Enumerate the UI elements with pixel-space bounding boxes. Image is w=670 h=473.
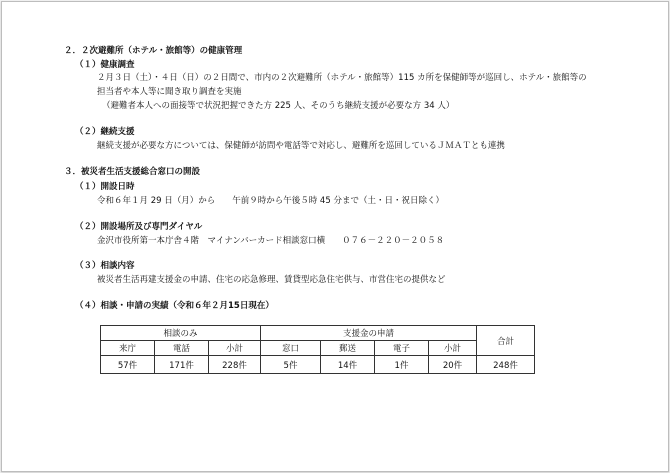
total-header: 合計 xyxy=(477,326,535,356)
table-cell: 228件 xyxy=(209,356,261,374)
table-cell: 20件 xyxy=(429,356,477,374)
col-header: 来庁 xyxy=(101,341,155,356)
table-cell: 1件 xyxy=(375,356,429,374)
section-3-3-heading: （３）相談内容 xyxy=(75,261,135,271)
table-group-header-row xyxy=(101,326,535,341)
table-row xyxy=(101,356,535,374)
section-2-1-line2: 担当者や本人等に聞き取り調査を実施 xyxy=(97,87,242,97)
section-2-1-heading: （１）健康調査 xyxy=(75,60,135,70)
section-3-3-line1: 被災者生活再建支援金の申請、住宅の応急修理、賃貸型応急住宅供与、市営住宅の提供など xyxy=(97,275,446,285)
table-cell: 171件 xyxy=(155,356,209,374)
col-header: 電話 xyxy=(155,341,209,356)
section-3-1-heading: （１）開設日時 xyxy=(75,182,135,192)
total-cell: 248件 xyxy=(477,356,535,374)
section-3-heading: ３．被災者生活支援総合窓口の開設 xyxy=(64,167,201,177)
section-3-1-line1: 令和６年１月 29 日（月）から 午前９時から午後５時 45 分まで（土・日・祝日除く） xyxy=(97,196,444,206)
document-page xyxy=(1,1,669,472)
section-2-2-line1: 継続支援が必要な方については、保健師が訪問や電話等で対応し、避難所を巡回しているＪＭＡＴとも連携 xyxy=(97,141,505,151)
section-3-2-line1: 金沢市役所第一本庁舎４階 マイナンバーカード相談窓口横 ０７６－２２０－２０５８ xyxy=(97,236,445,246)
section-3-2-heading: （２）開設場所及び専門ダイヤル xyxy=(75,222,203,232)
col-header: 小計 xyxy=(209,341,261,356)
group-apply-header: 支援金の申請 xyxy=(261,326,477,341)
col-header: 電子 xyxy=(375,341,429,356)
table-cell: 14件 xyxy=(321,356,375,374)
table-header-row xyxy=(101,341,535,356)
table-cell: 57件 xyxy=(101,356,155,374)
col-header: 郵送 xyxy=(321,341,375,356)
section-2-heading: ２．２次避難所（ホテル・旅館等）の健康管理 xyxy=(64,46,243,56)
col-header: 窓口 xyxy=(261,341,321,356)
section-2-1-line3: （避難者本人への面接等で状況把握できた方 225 人、そのうち継続支援が必要な方 34 人） xyxy=(102,101,455,111)
results-table xyxy=(100,325,535,374)
section-2-1-line1: ２月３日（土）・４日（日）の２日間で、市内の２次避難所（ホテル・旅館等）115 カ所を保健師等が巡回し、ホテル・旅館等の xyxy=(97,73,587,83)
group-consult-header: 相談のみ xyxy=(101,326,261,341)
section-3-4-heading: （４）相談・申請の実績（令和６年２月15日現在） xyxy=(75,301,274,311)
col-header: 小計 xyxy=(429,341,477,356)
table-cell: 5件 xyxy=(261,356,321,374)
section-2-2-heading: （２）継続支援 xyxy=(75,127,135,137)
